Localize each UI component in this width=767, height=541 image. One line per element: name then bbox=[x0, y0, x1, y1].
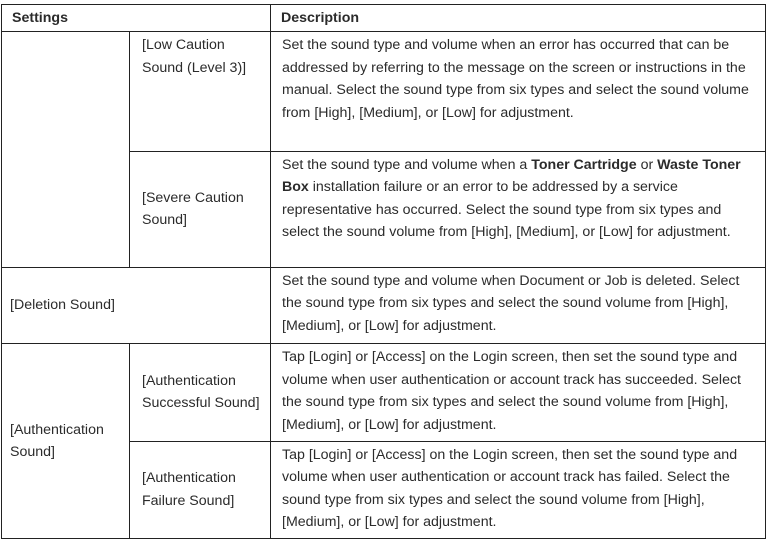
auth-failure-setting: [Authentication Failure Sound] bbox=[130, 441, 271, 538]
low-caution-description: Set the sound type and volume when an error has occurred that can be addressed by referring to the message on the screen or instructions in the manual. Select the sound type from six types and select the sound volume from [High], [Medium], or [Low] for adjustment. bbox=[271, 32, 766, 151]
empty-group-cell bbox=[2, 32, 130, 268]
severe-caution-description bbox=[271, 151, 766, 267]
desc-text: Set the sound type and volume when a bbox=[282, 156, 532, 173]
desc-text: or bbox=[636, 156, 658, 173]
waste-toner-box-term: Waste Toner Box bbox=[282, 156, 741, 196]
settings-header: Settings bbox=[2, 5, 271, 32]
table-row bbox=[2, 344, 766, 441]
table-row bbox=[2, 32, 766, 151]
settings-table bbox=[1, 4, 766, 539]
severe-caution-setting: [Severe Caution Sound] bbox=[130, 151, 271, 267]
description-header: Description bbox=[271, 5, 766, 32]
desc-text: installation failure or an error to be addressed by a service representative has occurred. Select the sound type from six types and select the sound volume from [High], [Medium], or [Low] for adjustment. bbox=[282, 179, 731, 241]
auth-failure-description: Tap [Login] or [Access] on the Login screen, then set the sound type and volume when user authentication or account track has failed. Select the sound type from six types and select the sound volume from [High], [Medium], or [Low] for adjustment. bbox=[271, 441, 766, 538]
auth-success-setting: [Authentication Successful Sound] bbox=[130, 344, 271, 441]
table-header-row bbox=[2, 5, 766, 32]
low-caution-setting: [Low Caution Sound (Level 3)] bbox=[130, 32, 271, 151]
authentication-setting: [Authentication Sound] bbox=[2, 344, 130, 539]
toner-cartridge-term: Toner Cartridge bbox=[531, 156, 637, 173]
deletion-description: Set the sound type and volume when Document or Job is deleted. Select the sound type from six types and select the sound volume from [High], [Medium], or [Low] for adjustment. bbox=[271, 267, 766, 343]
auth-success-description: Tap [Login] or [Access] on the Login screen, then set the sound type and volume when user authentication or account track has succeeded. Select the sound type from six types and select the sound volume from [High], [Medium], or [Low] for adjustment. bbox=[271, 344, 766, 441]
table-row bbox=[2, 267, 766, 343]
deletion-setting: [Deletion Sound] bbox=[2, 267, 271, 343]
